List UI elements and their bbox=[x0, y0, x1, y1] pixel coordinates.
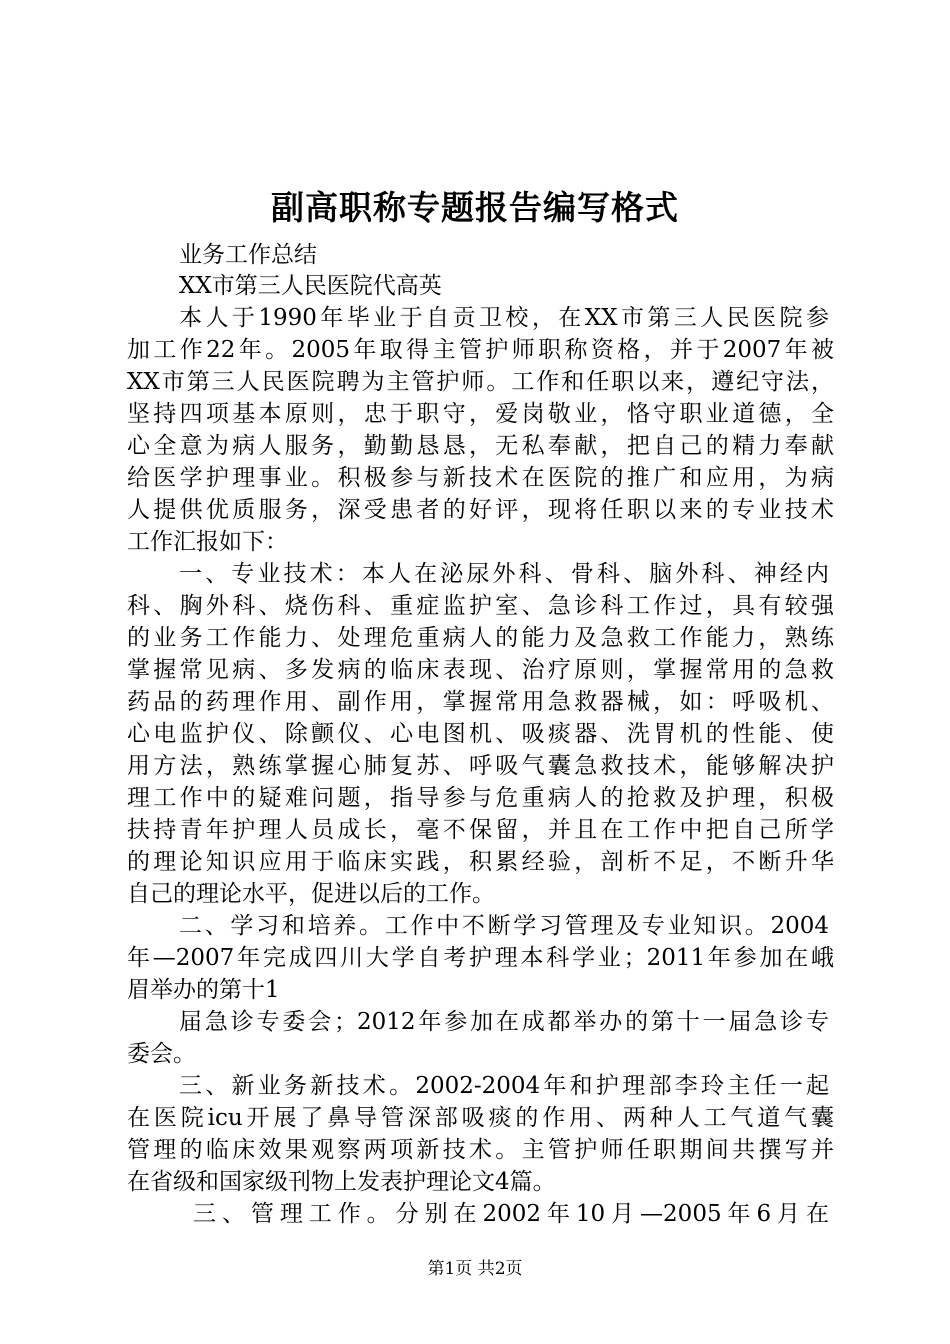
page-footer: 第1页 共2页 bbox=[427, 1259, 523, 1279]
paragraph-line: 坚持四项基本原则，忠于职守，爱岗敬业，恪守职业道德，全 bbox=[127, 401, 834, 427]
paragraph-line: 三、管理工作。分别在2002年10月—2005年6月在 bbox=[193, 1201, 829, 1227]
paragraph-line: 眉举办的第十1 bbox=[127, 977, 280, 1003]
paragraph-line: 科、胸外科、烧伤科、重症监护室、急诊科工作过，具有较强 bbox=[127, 593, 834, 619]
document-title: 副高职称专题报告编写格式 bbox=[271, 188, 679, 227]
subtitle-line: 业务工作总结 bbox=[179, 242, 317, 268]
paragraph-line: 给医学护理事业。积极参与新技术在医院的推广和应用，为病 bbox=[127, 465, 834, 491]
paragraph-line: 工作汇报如下： bbox=[127, 529, 288, 555]
paragraph-line: 药品的药理作用、副作用，掌握常用急救器械，如：呼吸机、 bbox=[127, 689, 834, 715]
paragraph-line: 的业务工作能力、处理危重病人的能力及急救工作能力，熟练 bbox=[127, 625, 834, 651]
paragraph-line: 本人于1990年毕业于自贡卫校，在XX市第三人民医院参 bbox=[179, 305, 829, 331]
paragraph-line: 一、专业技术：本人在泌尿外科、骨科、脑外科、神经内 bbox=[179, 561, 829, 587]
paragraph-line: 管理的临床效果观察两项新技术。主管护师任职期间共撰写并 bbox=[127, 1137, 834, 1163]
paragraph-line: XX市第三人民医院聘为主管护师。工作和任职以来，遵纪守法， bbox=[127, 369, 834, 395]
paragraph-line: 理工作中的疑难问题，指导参与危重病人的抢救及护理，积极 bbox=[127, 785, 834, 811]
paragraph-line: 用方法，熟练掌握心肺复苏、呼吸气囊急救技术，能够解决护 bbox=[127, 753, 834, 779]
paragraph-line: 在省级和国家级刊物上发表护理论文4篇。 bbox=[127, 1169, 556, 1195]
paragraph-line: 加工作22年。2005年取得主管护师职称资格，并于2007年被 bbox=[127, 337, 834, 363]
paragraph-line: 二、学习和培养。工作中不断学习管理及专业知识。2004 bbox=[179, 913, 829, 939]
paragraph-line: 在医院icu开展了鼻导管深部吸痰的作用、两种人工气道气囊 bbox=[127, 1105, 834, 1131]
paragraph-line: 扶持青年护理人员成长，毫不保留，并且在工作中把自己所学 bbox=[127, 817, 834, 843]
paragraph-line: 掌握常见病、多发病的临床表现、治疗原则，掌握常用的急救 bbox=[127, 657, 834, 683]
paragraph-line: 年—2007年完成四川大学自考护理本科学业；2011年参加在峨 bbox=[127, 945, 834, 971]
paragraph-line: 委会。 bbox=[127, 1041, 196, 1067]
paragraph-line: 三、新业务新技术。2002-2004年和护理部李玲主任一起 bbox=[179, 1073, 829, 1099]
paragraph-line: 心全意为病人服务，勤勤恳恳，无私奉献，把自己的精力奉献 bbox=[127, 433, 834, 459]
paragraph-line: 届急诊专委会；2012年参加在成都举办的第十一届急诊专 bbox=[179, 1009, 829, 1035]
paragraph-line: 心电监护仪、除颤仪、心电图机、吸痰器、洗胃机的性能、使 bbox=[127, 721, 834, 747]
author-line: XX市第三人民医院代高英 bbox=[179, 273, 442, 299]
paragraph-line: 人提供优质服务，深受患者的好评，现将任职以来的专业技术 bbox=[127, 497, 834, 523]
paragraph-line: 的理论知识应用于临床实践，积累经验，剖析不足，不断升华 bbox=[127, 849, 834, 875]
paragraph-line: 自己的理论水平，促进以后的工作。 bbox=[127, 881, 495, 907]
